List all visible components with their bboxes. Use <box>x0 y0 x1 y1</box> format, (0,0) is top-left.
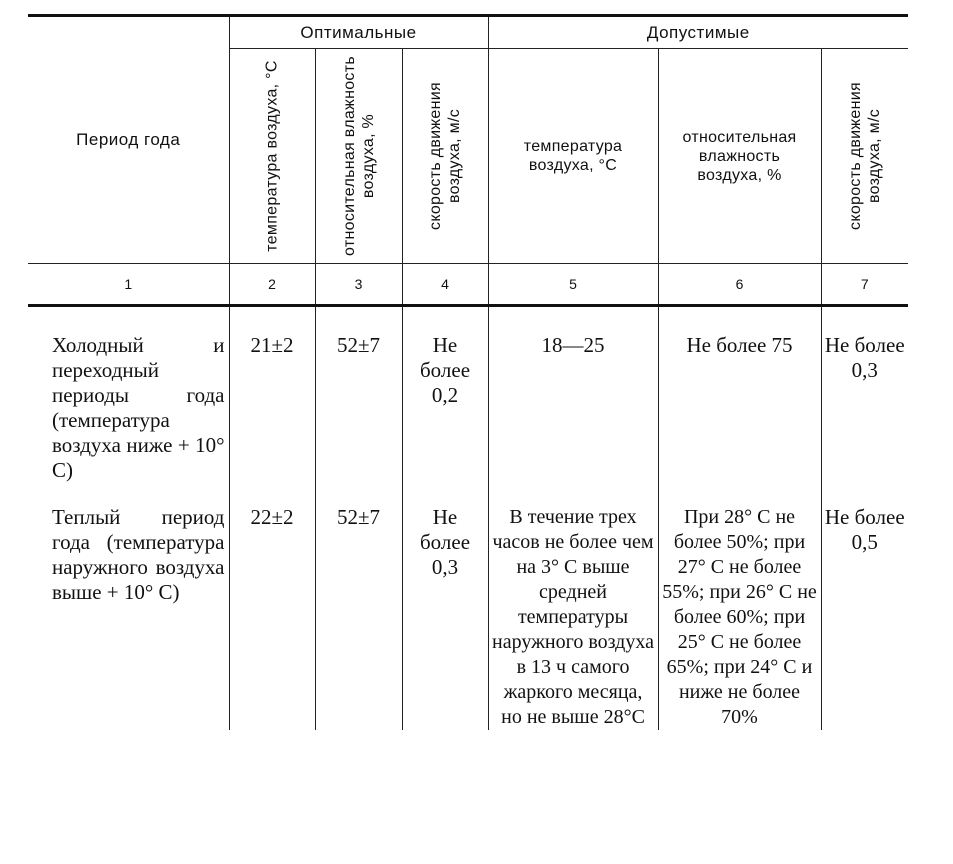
allowed-temp-header-cell <box>488 49 658 264</box>
period-cell: Теплый период года (температура наружного воздуха выше + 10° С) <box>52 505 225 604</box>
allowed-temp-cell <box>488 495 658 730</box>
opt-temp-header: температура воздуха, °C <box>263 60 281 252</box>
column-number-row <box>28 264 908 306</box>
period-cell: Холодный и переходный периоды года (температура воздуха ниже + 10° С) <box>52 333 225 482</box>
opt-temp-cell: 21±2 <box>229 306 315 496</box>
allowed-humidity-value: При 28° С не более 50%; при 27° С не более 55%; при 26° С не более 60%; при 25° С не более 65%; при 24° С и ниже не более 70% <box>662 506 817 728</box>
column-number: 7 <box>821 264 908 306</box>
allowed-speed-value: Не более 0,3 <box>824 333 905 382</box>
allowed-humidity-cell <box>658 495 821 730</box>
opt-speed-header: скорость движения воздуха, м/с <box>427 82 463 230</box>
opt-humidity-header: относительная влажность воздуха, % <box>340 56 377 256</box>
column-number: 5 <box>488 264 658 306</box>
column-number: 6 <box>658 264 821 306</box>
optimal-group-header: Оптимальные <box>229 16 488 49</box>
allowed-temp-cell: 18—25 <box>488 306 658 496</box>
allowed-speed-cell <box>821 306 908 496</box>
opt-temp-cell: 22±2 <box>229 495 315 730</box>
opt-humidity-cell: 52±7 <box>315 306 402 496</box>
allowed-humidity-cell: Не более 75 <box>658 306 821 496</box>
allowed-speed-header-cell <box>821 49 908 264</box>
opt-speed-cell <box>402 306 488 496</box>
opt-speed-value: Не более 0,3 <box>419 505 471 579</box>
column-number: 3 <box>315 264 402 306</box>
table-row <box>28 495 908 730</box>
opt-speed-cell <box>402 495 488 730</box>
opt-speed-value: Не более 0,2 <box>419 333 471 407</box>
table-row <box>28 306 908 496</box>
allowed-humidity-header: относительная влажность воздуха, % <box>682 128 797 184</box>
allowed-temp-header: температура воздуха, °C <box>523 138 623 174</box>
allowed-group-header: Допустимые <box>488 16 908 49</box>
allowed-speed-value: Не более 0,5 <box>824 505 905 554</box>
column-number: 4 <box>402 264 488 306</box>
allowed-speed-cell <box>821 495 908 730</box>
column-number: 2 <box>229 264 315 306</box>
opt-temp-header-cell <box>229 49 315 264</box>
allowed-temp-value: В течение трех часов не более чем на 3° С выше средней температуры наружного воздуха в 13 ч самого жаркого месяца, но не выше 28°С <box>492 506 654 728</box>
period-column-header: Период года <box>28 16 229 264</box>
opt-humidity-cell: 52±7 <box>315 495 402 730</box>
column-number: 1 <box>28 264 229 306</box>
allowed-humidity-header-cell <box>658 49 821 264</box>
opt-speed-header-cell <box>402 49 488 264</box>
allowed-speed-header: скорость движения воздуха, м/с <box>846 82 883 230</box>
microclimate-norms-table <box>28 14 908 730</box>
opt-humidity-header-cell <box>315 49 402 264</box>
